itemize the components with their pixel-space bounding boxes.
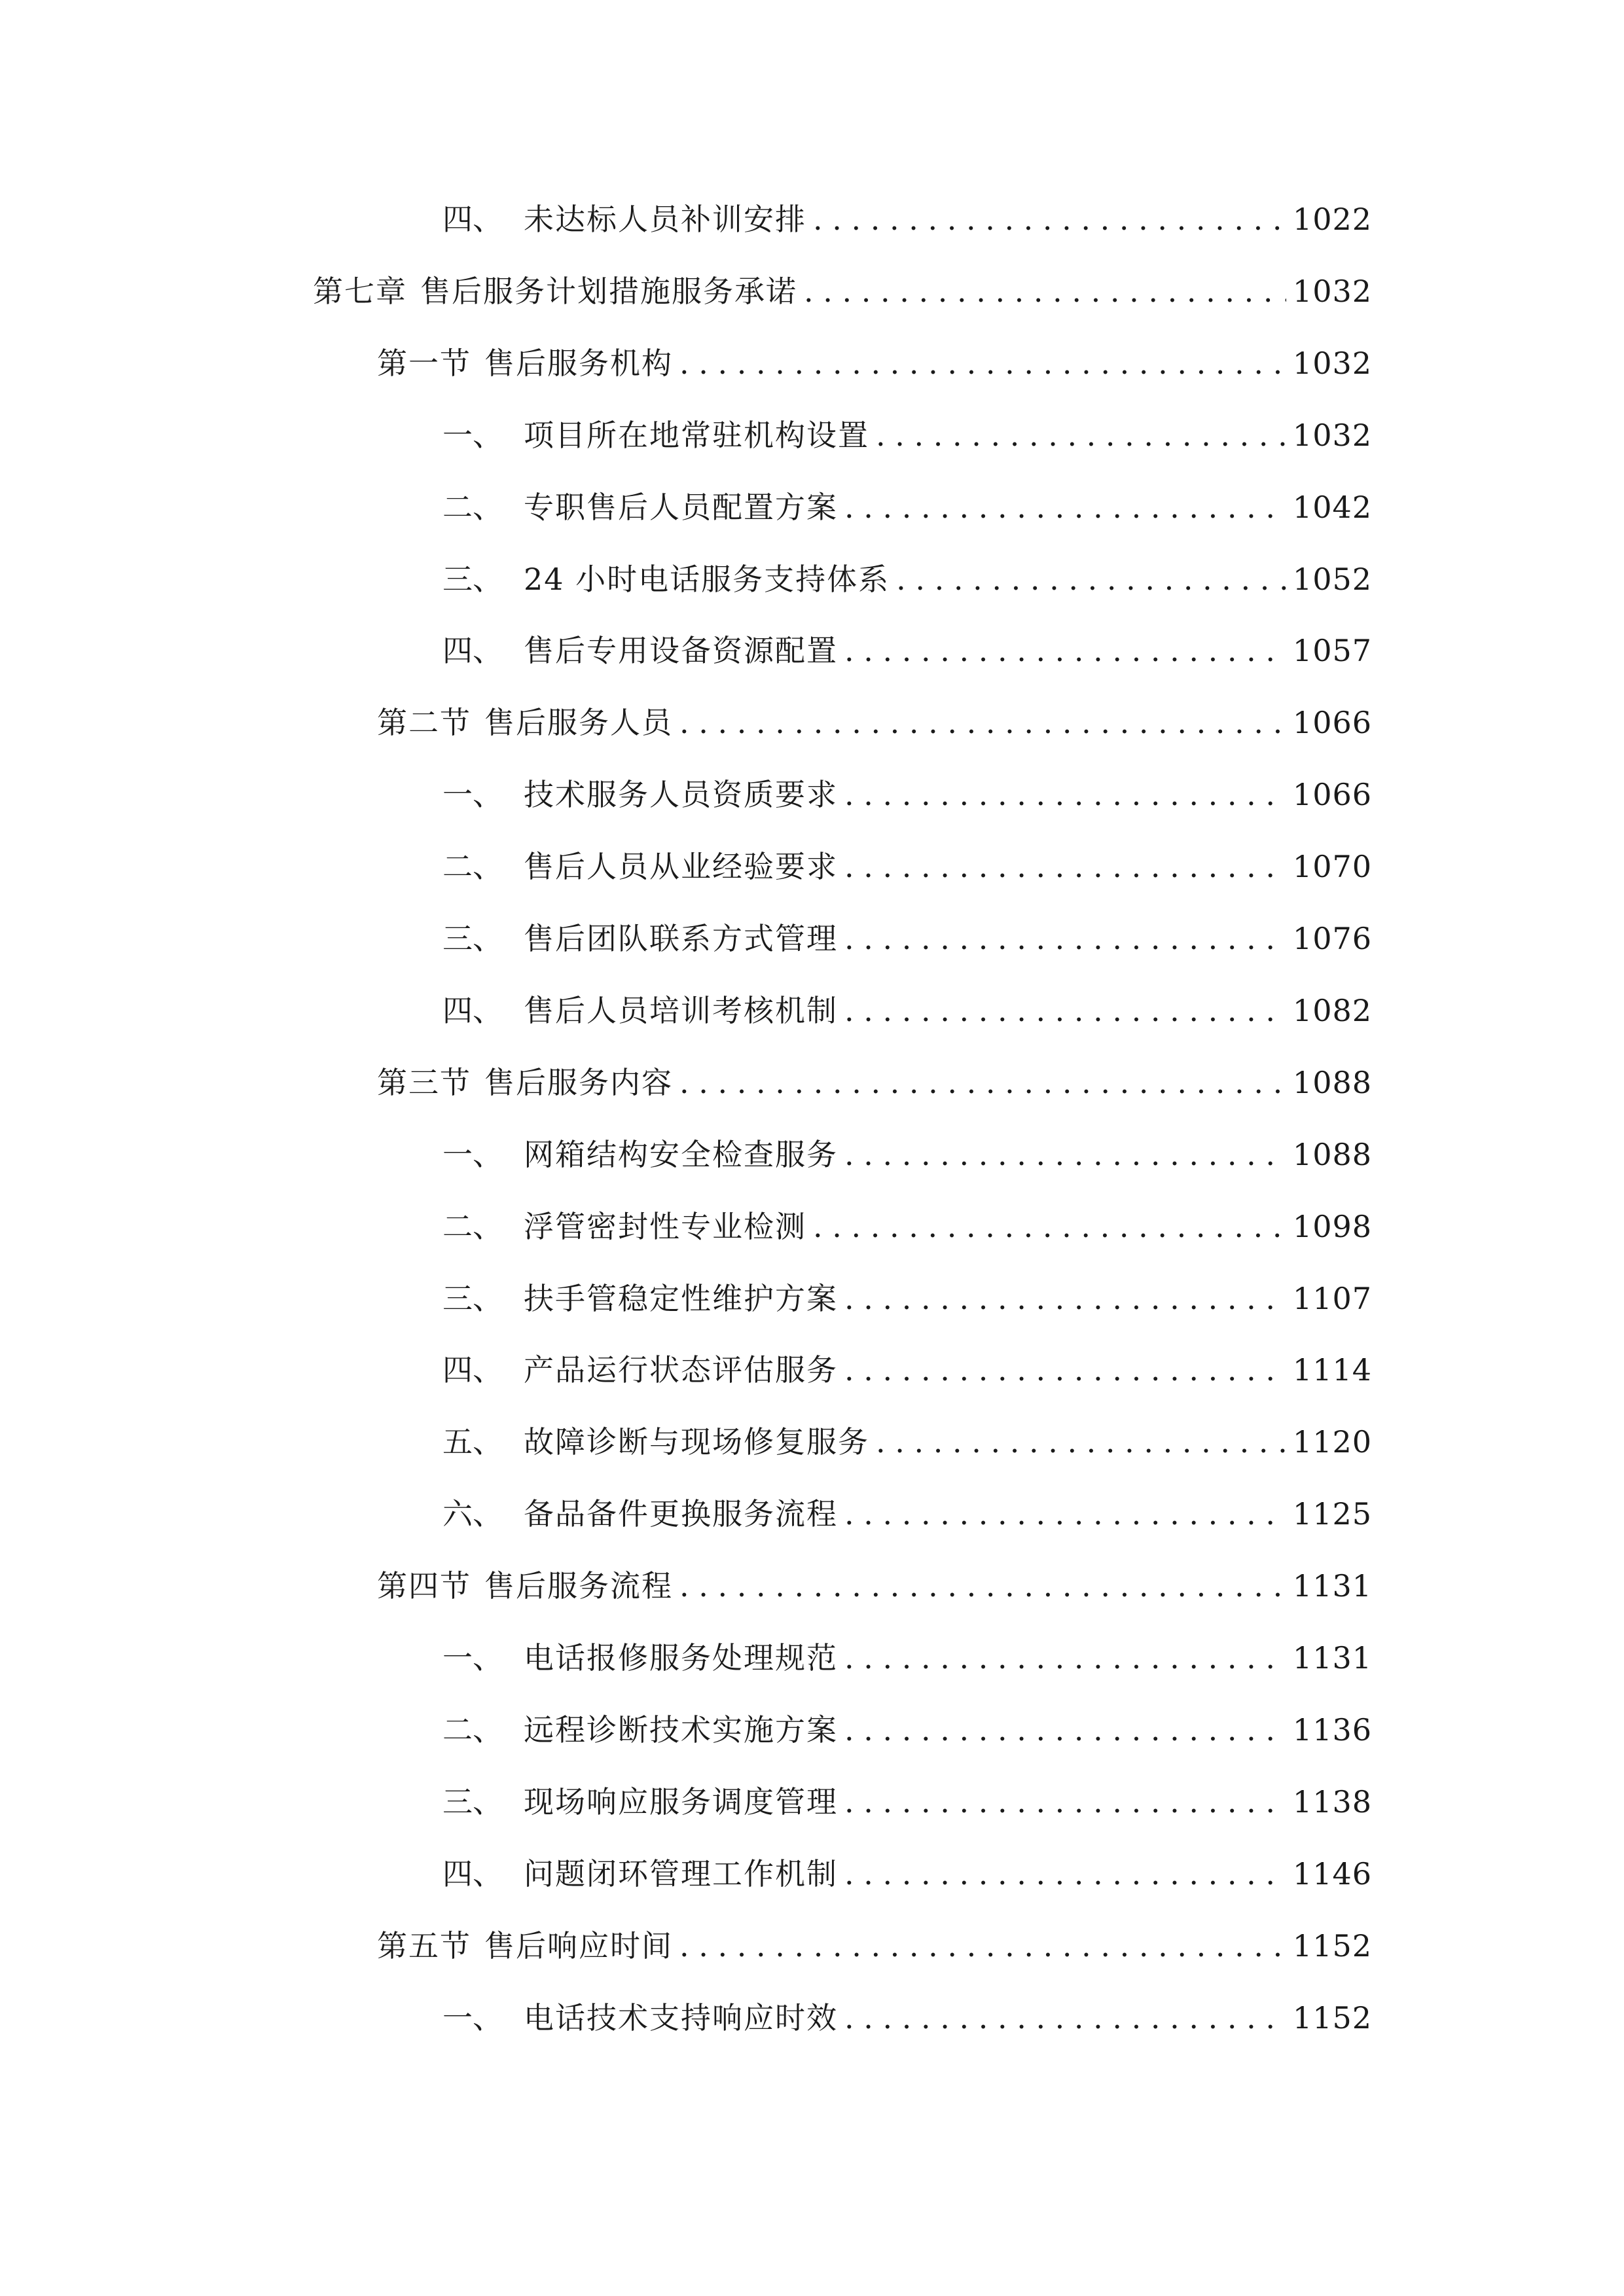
toc-entry[interactable] [442,1992,1372,2044]
toc-entry-number: 四、 [442,202,503,237]
toc-entry[interactable] [442,1344,1372,1396]
toc-entry-title: 售后服务内容 [484,1065,673,1100]
toc-entry-number: 四、 [442,633,503,668]
toc-entry-page-number: 1152 [1292,2000,1372,2036]
toc-entry[interactable] [377,696,1372,749]
toc-entry-number: 五、 [442,1424,503,1460]
toc-entry[interactable] [442,1272,1372,1325]
toc-entry-page-number: 1114 [1292,1352,1372,1388]
toc-entry-page-number: 1032 [1292,274,1372,309]
toc-entry-title: 售后人员从业经验要求 [524,849,838,884]
toc-entry[interactable] [442,984,1372,1037]
toc-entry[interactable] [313,265,1372,317]
toc-entry-page-number: 1070 [1292,849,1372,884]
toc-entry-page-number: 1120 [1292,1424,1372,1460]
toc-entry-number: 一、 [442,777,503,812]
toc-dot-leader [679,1056,1286,1109]
toc-entry-number: 二、 [442,849,503,884]
toc-entry-number: 六、 [442,1496,503,1532]
toc-entry-number: 一、 [442,418,503,453]
toc-entry-page-number: 1107 [1292,1281,1372,1316]
toc-entry-number: 四、 [442,993,503,1028]
toc-entry[interactable] [442,1416,1372,1468]
toc-entry[interactable] [377,337,1372,389]
toc-entry[interactable] [442,624,1372,677]
toc-entry-page-number: 1082 [1292,993,1372,1028]
toc-dot-leader [844,1632,1286,1684]
toc-dot-leader [876,409,1286,461]
toc-entry[interactable] [377,1056,1372,1109]
toc-entry-title: 扶手管稳定性维护方案 [524,1281,838,1316]
toc-dot-leader [844,984,1286,1037]
toc-entry-page-number: 1066 [1292,705,1372,740]
toc-entry-number: 一、 [442,1640,503,1676]
toc-entry-title: 项目所在地常驻机构设置 [524,418,869,453]
toc-dot-leader [844,1272,1286,1325]
toc-entry-number: 一、 [442,2000,503,2036]
toc-entry-page-number: 1088 [1292,1137,1372,1172]
toc-entry-page-number: 1152 [1292,1928,1372,1964]
toc-entry-title: 售后响应时间 [484,1928,673,1964]
toc-entry[interactable] [377,1560,1372,1612]
toc-dot-leader [679,1920,1286,1972]
toc-entry[interactable] [377,1920,1372,1972]
toc-dot-leader [679,1560,1286,1612]
toc-dot-leader [804,265,1286,317]
toc-entry-title: 售后服务计划措施服务承诺 [420,274,797,309]
toc-entry-number: 二、 [442,490,503,525]
toc-entry-title: 备品备件更换服务流程 [524,1496,838,1532]
toc-dot-leader [844,1344,1286,1396]
toc-entry-page-number: 1052 [1292,562,1372,597]
toc-entry-page-number: 1066 [1292,777,1372,812]
toc-entry-page-number: 1032 [1292,418,1372,453]
toc-entry-title: 电话报修服务处理规范 [524,1640,838,1676]
toc-entry-page-number: 1076 [1292,921,1372,956]
toc-entry-title: 网箱结构安全检查服务 [524,1137,838,1172]
toc-entry-number: 三、 [442,1784,503,1820]
toc-entry[interactable] [442,840,1372,893]
toc-entry-title: 售后专用设备资源配置 [524,633,838,668]
toc-entry-number: 三、 [442,921,503,956]
toc-entry-number: 一、 [442,1137,503,1172]
toc-entry-title: 专职售后人员配置方案 [524,490,838,525]
toc-entry-page-number: 1125 [1292,1496,1372,1532]
toc-dot-leader [896,553,1286,605]
toc-entry[interactable] [442,1776,1372,1828]
toc-dot-leader [844,481,1286,533]
toc-dot-leader [844,1848,1286,1900]
toc-entry-title: 现场响应服务调度管理 [524,1784,838,1820]
toc-dot-leader [844,768,1286,821]
toc-dot-leader [679,696,1286,749]
toc-entry-page-number: 1098 [1292,1209,1372,1244]
toc-dot-leader [844,1128,1286,1181]
toc-entry[interactable] [442,768,1372,821]
toc-entry-title: 电话技术支持响应时效 [524,2000,838,2036]
toc-dot-leader [679,337,1286,389]
toc-entry-title: 问题闭环管理工作机制 [524,1856,838,1892]
toc-entry-title: 售后服务机构 [484,346,673,381]
toc-entry-title: 技术服务人员资质要求 [524,777,838,812]
toc-entry[interactable] [442,1128,1372,1181]
toc-entry-title: 售后人员培训考核机制 [524,993,838,1028]
toc-entry-number: 第三节 [377,1065,471,1100]
toc-entry-page-number: 1138 [1292,1784,1372,1820]
toc-dot-leader [844,1488,1286,1540]
toc-entry-page-number: 1146 [1292,1856,1372,1892]
toc-dot-leader [844,840,1286,893]
toc-entry[interactable] [442,1704,1372,1756]
toc-entry-page-number: 1032 [1292,346,1372,381]
toc-entry-page-number: 1022 [1292,202,1372,237]
toc-entry-title: 产品运行状态评估服务 [524,1352,838,1388]
toc-entry[interactable] [442,193,1372,245]
toc-dot-leader [844,1776,1286,1828]
toc-entry-number: 三、 [442,1281,503,1316]
toc-entry-number: 四、 [442,1352,503,1388]
toc-dot-leader [844,624,1286,677]
toc-entry-title: 售后团队联系方式管理 [524,921,838,956]
toc-entry-title: 故障诊断与现场修复服务 [524,1424,869,1460]
toc-entry-number: 二、 [442,1209,503,1244]
toc-entry-page-number: 1042 [1292,490,1372,525]
toc-dot-leader [813,1200,1286,1253]
toc-dot-leader [844,912,1286,965]
toc-entry[interactable] [442,481,1372,533]
toc-entry-title: 未达标人员补训安排 [524,202,806,237]
toc-entry-page-number: 1131 [1292,1640,1372,1676]
toc-entry-number: 第一节 [377,346,471,381]
toc-dot-leader [813,193,1286,245]
toc-entry-number: 第二节 [377,705,471,740]
toc-dot-leader [844,1992,1286,2044]
toc-entry-title: 24 小时电话服务支持体系 [524,562,890,597]
toc-entry[interactable] [442,553,1372,605]
toc-entry-page-number: 1131 [1292,1568,1372,1604]
toc-entry-page-number: 1057 [1292,633,1372,668]
toc-entry[interactable] [442,1488,1372,1540]
toc-entry-title: 浮管密封性专业检测 [524,1209,806,1244]
toc-entry-title: 远程诊断技术实施方案 [524,1712,838,1748]
toc-dot-leader [876,1416,1286,1468]
toc-entry[interactable] [442,912,1372,965]
toc-entry[interactable] [442,409,1372,461]
toc-entry-number: 第七章 [313,274,407,309]
toc-dot-leader [844,1704,1286,1756]
toc-entry-title: 售后服务人员 [484,705,673,740]
toc-entry-number: 二、 [442,1712,503,1748]
toc-entry-number: 四、 [442,1856,503,1892]
toc-entry-number: 第五节 [377,1928,471,1964]
toc-entry[interactable] [442,1848,1372,1900]
toc-entry-page-number: 1136 [1292,1712,1372,1748]
toc-entry-number: 三、 [442,562,503,597]
toc-entry-page-number: 1088 [1292,1065,1372,1100]
toc-entry[interactable] [442,1200,1372,1253]
toc-entry-title: 售后服务流程 [484,1568,673,1604]
toc-entry[interactable] [442,1632,1372,1684]
toc-entry-number: 第四节 [377,1568,471,1604]
